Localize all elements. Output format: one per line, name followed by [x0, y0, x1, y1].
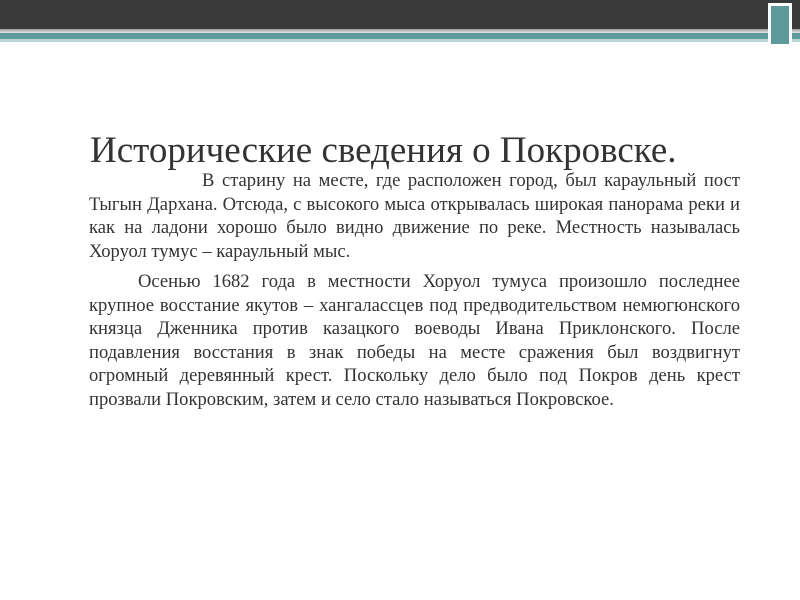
top-header-bar	[0, 0, 800, 29]
accent-stripe-light	[0, 39, 800, 42]
paragraph-2: Осенью 1682 года в местности Хоруол тумуса произошло последнее крупное восстание якутов – хангалассцев под предводительством немюгюнского князца Дженника против казацкого воеводы Ивана Приклонского. После подавления восстания в знак победы на месте сражения был воздвигнут огромный деревянный крест. Поскольку дело было под Покров день крест прозвали Покровским, затем и село стало называться Покровское.	[89, 271, 740, 410]
slide-body	[89, 169, 740, 418]
slide-title: Исторические сведения о Покровске.	[90, 130, 677, 171]
paragraph-1: В старину на месте, где расположен город, был караульный пост Тыгын Дархана. Отсюда, с высокого мыса открывалась широкая панорама реки и как на ладони хорошо было видно движение по реке. Местность называлась Хоруол тумус – караульный мыс.	[89, 170, 740, 262]
corner-accent-square	[768, 3, 792, 47]
